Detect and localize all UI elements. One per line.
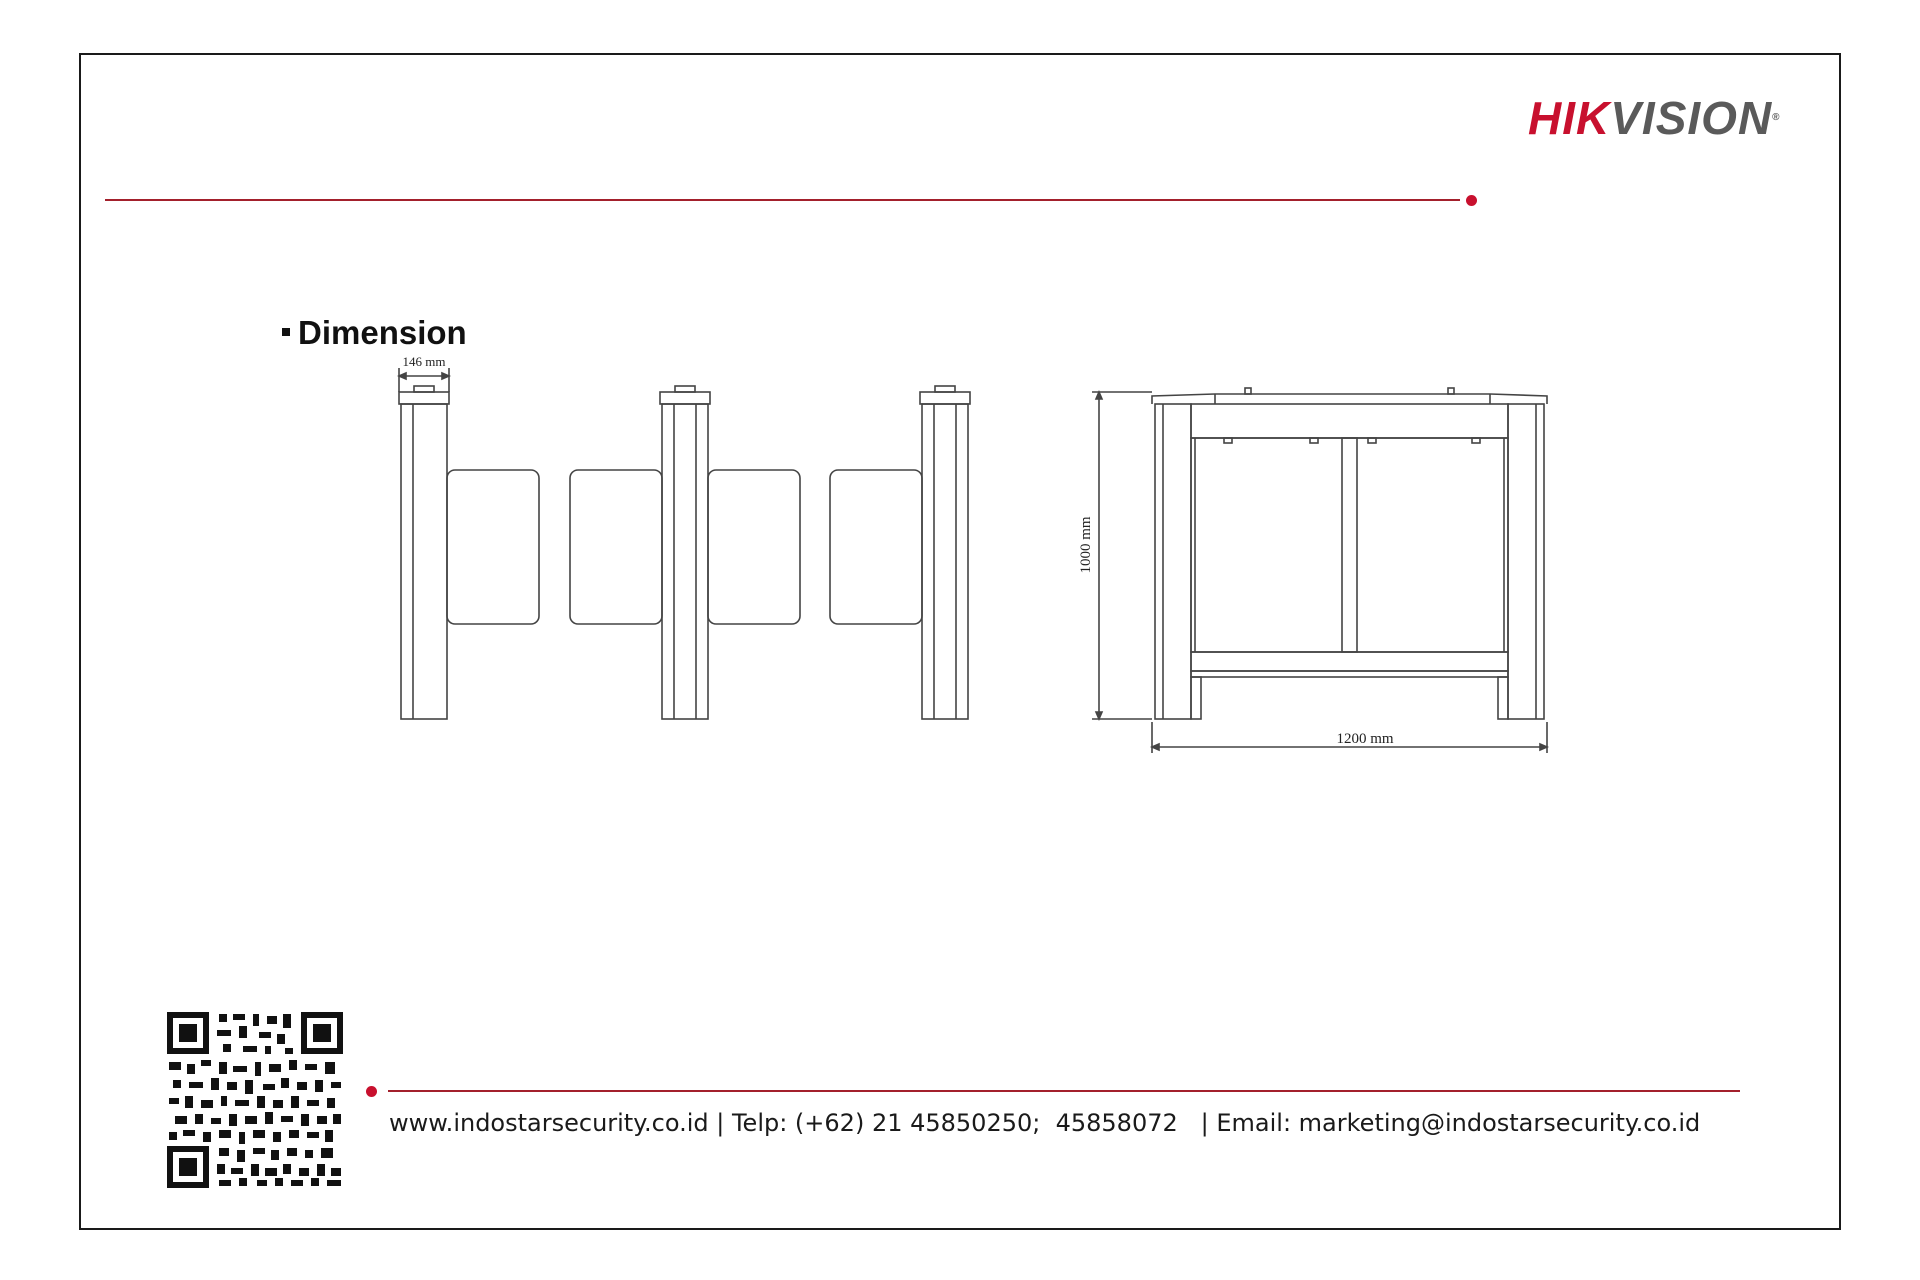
top-view-center-pedestal [570, 386, 800, 719]
footer-rule [388, 1090, 1740, 1092]
height-dimension-label: 1000 mm [1078, 516, 1094, 574]
logo-registered-mark: ® [1772, 112, 1781, 123]
length-dimension-label: 1200 mm [1336, 731, 1394, 747]
footer-rule-dot [366, 1086, 377, 1097]
front-view [1152, 388, 1547, 719]
width-dimension-label: 146 mm [402, 354, 446, 369]
qr-finder-top-right [301, 1012, 343, 1054]
top-view-left-pedestal [399, 386, 539, 719]
qr-code [167, 1012, 343, 1188]
height-dimension-line [1092, 392, 1152, 719]
logo-vision-text: VISION [1610, 92, 1773, 144]
logo-hik-text: HIK [1528, 92, 1611, 144]
qr-finder-top-left [167, 1012, 209, 1054]
qr-finder-bottom-left [167, 1146, 209, 1188]
section-title-text: Dimension [298, 314, 467, 351]
top-view-right-pedestal [830, 386, 970, 719]
footer-website: www.indostarsecurity.co.id [389, 1109, 709, 1137]
width-dimension-line [399, 368, 449, 392]
contact-footer: www.indostarsecurity.co.id | Telp: (+62) 21 45850250; 45858072 | Email: marketing@indostarsecurity.co.id [389, 1109, 1701, 1137]
footer-phone: Telp: (+62) 21 45850250; 45858072 [731, 1109, 1178, 1137]
footer-email: Email: marketing@indostarsecurity.co.id [1216, 1109, 1701, 1137]
